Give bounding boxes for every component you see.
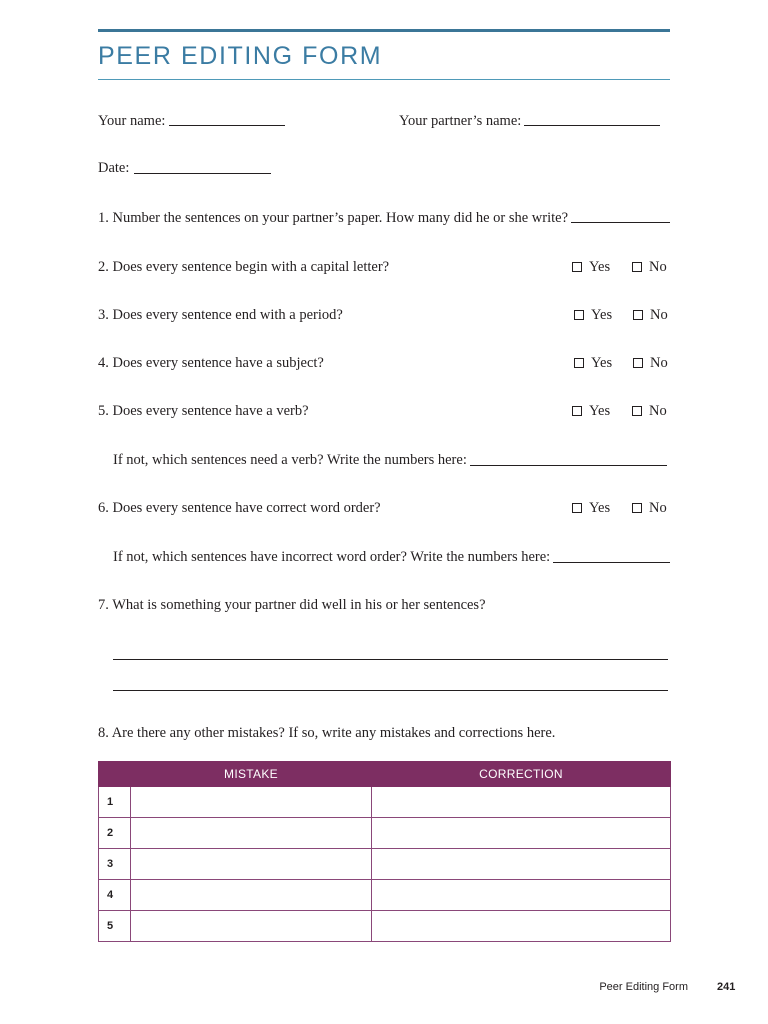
correction-cell[interactable] bbox=[372, 911, 671, 942]
row-number: 3 bbox=[99, 849, 131, 880]
question-5-followup: If not, which sentences need a verb? Write the numbers here: bbox=[113, 452, 467, 468]
row-number: 5 bbox=[99, 911, 131, 942]
mistake-cell[interactable] bbox=[131, 818, 372, 849]
question-4-yes-checkbox[interactable] bbox=[574, 358, 584, 368]
page-title: PEER EDITING FORM bbox=[98, 42, 383, 70]
question-6: 6. Does every sentence have correct word order? bbox=[98, 500, 381, 516]
question-2-no-checkbox[interactable] bbox=[632, 262, 642, 272]
question-6-no-checkbox[interactable] bbox=[632, 503, 642, 513]
table-header-correction: CORRECTION bbox=[372, 762, 671, 787]
partner-name-label: Your partner’s name: bbox=[399, 113, 522, 129]
mistake-cell[interactable] bbox=[131, 787, 372, 818]
correction-cell[interactable] bbox=[372, 818, 671, 849]
table-row bbox=[99, 880, 671, 911]
correction-cell[interactable] bbox=[372, 880, 671, 911]
table-header-mistake: MISTAKE bbox=[131, 762, 372, 787]
your-name-field[interactable] bbox=[169, 125, 285, 126]
your-name-label: Your name: bbox=[98, 113, 166, 129]
date-label: Date: bbox=[98, 160, 130, 176]
mistakes-table bbox=[98, 761, 671, 942]
date-field[interactable] bbox=[134, 173, 271, 174]
question-2-no-label: No bbox=[649, 259, 667, 275]
table-row bbox=[99, 849, 671, 880]
question-3-no-label: No bbox=[650, 307, 668, 323]
question-5: 5. Does every sentence have a verb? bbox=[98, 403, 309, 419]
table-row bbox=[99, 911, 671, 942]
question-2-yes-label: Yes bbox=[589, 259, 611, 275]
top-rule bbox=[98, 29, 670, 32]
question-3-no-checkbox[interactable] bbox=[633, 310, 643, 320]
question-7-answer-line-1[interactable] bbox=[113, 659, 668, 660]
question-2-yes-checkbox[interactable] bbox=[572, 262, 582, 272]
table-row bbox=[99, 818, 671, 849]
question-4: 4. Does every sentence have a subject? bbox=[98, 355, 324, 371]
question-4-yes-label: Yes bbox=[591, 355, 613, 371]
table-header-row bbox=[99, 762, 671, 787]
question-5-yes-checkbox[interactable] bbox=[572, 406, 582, 416]
question-7: 7. What is something your partner did well in his or her sentences? bbox=[98, 597, 486, 613]
question-6-followup: If not, which sentences have incorrect word order? Write the numbers here: bbox=[113, 549, 551, 565]
question-6-followup-answer-line[interactable] bbox=[553, 562, 670, 563]
question-5-no-checkbox[interactable] bbox=[632, 406, 642, 416]
mistake-cell[interactable] bbox=[131, 880, 372, 911]
question-7-answer-line-2[interactable] bbox=[113, 690, 668, 691]
partner-name-field[interactable] bbox=[524, 125, 660, 126]
question-1-answer-line[interactable] bbox=[571, 222, 670, 223]
question-4-no-label: No bbox=[650, 355, 668, 371]
question-8: 8. Are there any other mistakes? If so, write any mistakes and corrections here. bbox=[98, 725, 556, 741]
question-3-yes-label: Yes bbox=[591, 307, 613, 323]
correction-cell[interactable] bbox=[372, 787, 671, 818]
question-4-no-checkbox[interactable] bbox=[633, 358, 643, 368]
title-rule bbox=[98, 79, 670, 80]
row-number: 2 bbox=[99, 818, 131, 849]
question-5-no-label: No bbox=[649, 403, 667, 419]
question-3-yes-checkbox[interactable] bbox=[574, 310, 584, 320]
question-6-yes-checkbox[interactable] bbox=[572, 503, 582, 513]
question-5-yes-label: Yes bbox=[589, 403, 611, 419]
question-5-followup-answer-line[interactable] bbox=[470, 465, 667, 466]
question-3: 3. Does every sentence end with a period? bbox=[98, 307, 343, 323]
correction-cell[interactable] bbox=[372, 849, 671, 880]
table-row bbox=[99, 787, 671, 818]
question-1: 1. Number the sentences on your partner’s paper. How many did he or she write? bbox=[98, 210, 569, 226]
question-2: 2. Does every sentence begin with a capital letter? bbox=[98, 259, 390, 275]
question-6-yes-label: Yes bbox=[589, 500, 611, 516]
row-number: 1 bbox=[99, 787, 131, 818]
mistake-cell[interactable] bbox=[131, 849, 372, 880]
table-header-number bbox=[99, 762, 131, 787]
mistake-cell[interactable] bbox=[131, 911, 372, 942]
page-number: 241 bbox=[717, 981, 736, 993]
question-6-no-label: No bbox=[649, 500, 667, 516]
row-number: 4 bbox=[99, 880, 131, 911]
footer-title: Peer Editing Form bbox=[599, 981, 688, 993]
